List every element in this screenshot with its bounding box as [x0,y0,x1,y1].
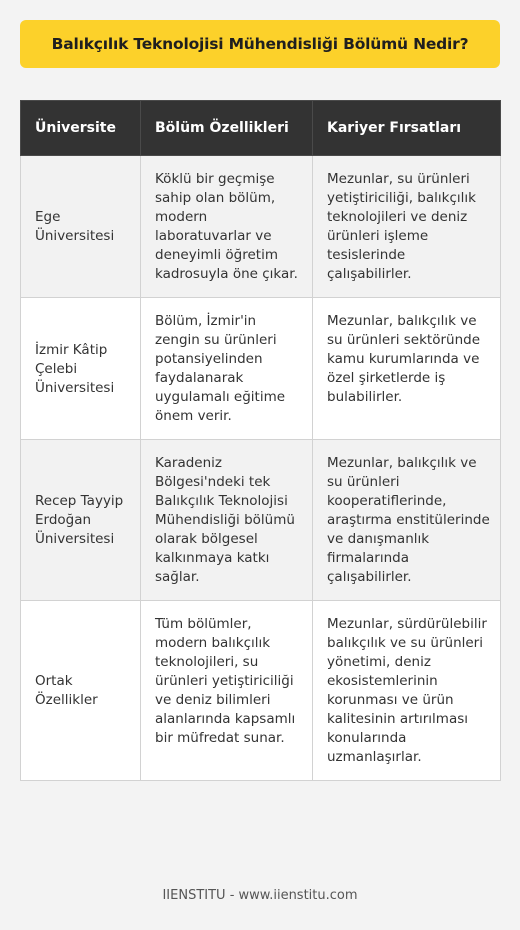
cell-careers: Mezunlar, balıkçılık ve su ürünleri sektöründe kamu kurumlarında ve özel şirketlerde iş bulabilirler. [313,298,501,440]
cell-features: Bölüm, İzmir'in zengin su ürünleri potansiyelinden faydalanarak uygulamalı eğitime önem verir. [141,298,313,440]
table-row [21,156,501,298]
header-features: Bölüm Özellikleri [141,101,313,156]
comparison-table [20,100,501,781]
table-row [21,440,501,601]
table-header-row [21,101,501,156]
cell-careers: Mezunlar, su ürünleri yetiştiriciliği, balıkçılık teknolojileri ve deniz ürünleri işleme tesislerinde çalışabilirler. [313,156,501,298]
table-row [21,601,501,781]
cell-university: Ege Üniversitesi [21,156,141,298]
cell-university: Ortak Özellikler [21,601,141,781]
header-careers: Kariyer Fırsatları [313,101,501,156]
header-university: Üniversite [21,101,141,156]
cell-careers: Mezunlar, sürdürülebilir balıkçılık ve su ürünleri yönetimi, deniz ekosistemlerinin korunması ve ürün kalitesinin artırılması konularında uzmanlaşırlar. [313,601,501,781]
cell-university: İzmir Kâtip Çelebi Üniversitesi [21,298,141,440]
cell-careers: Mezunlar, balıkçılık ve su ürünleri kooperatiflerinde, araştırma enstitülerinde ve danışmanlık firmalarında çalışabilirler. [313,440,501,601]
cell-features: Tüm bölümler, modern balıkçılık teknolojileri, su ürünleri yetiştiriciliği ve deniz bilimleri alanlarında kapsamlı bir müfredat sunar. [141,601,313,781]
page-title: Balıkçılık Teknolojisi Mühendisliği Bölümü Nedir? [51,35,469,53]
cell-features: Karadeniz Bölgesi'ndeki tek Balıkçılık Teknolojisi Mühendisliği bölümü olarak bölgesel kalkınmaya katkı sağlar. [141,440,313,601]
cell-features: Köklü bir geçmişe sahip olan bölüm, modern laboratuvarlar ve deneyimli öğretim kadrosuyla öne çıkar. [141,156,313,298]
table-row [21,298,501,440]
title-banner [20,20,500,68]
cell-university: Recep Tayyip Erdoğan Üniversitesi [21,440,141,601]
footer-credit: IIENSTITU - www.iienstitu.com [162,888,358,903]
